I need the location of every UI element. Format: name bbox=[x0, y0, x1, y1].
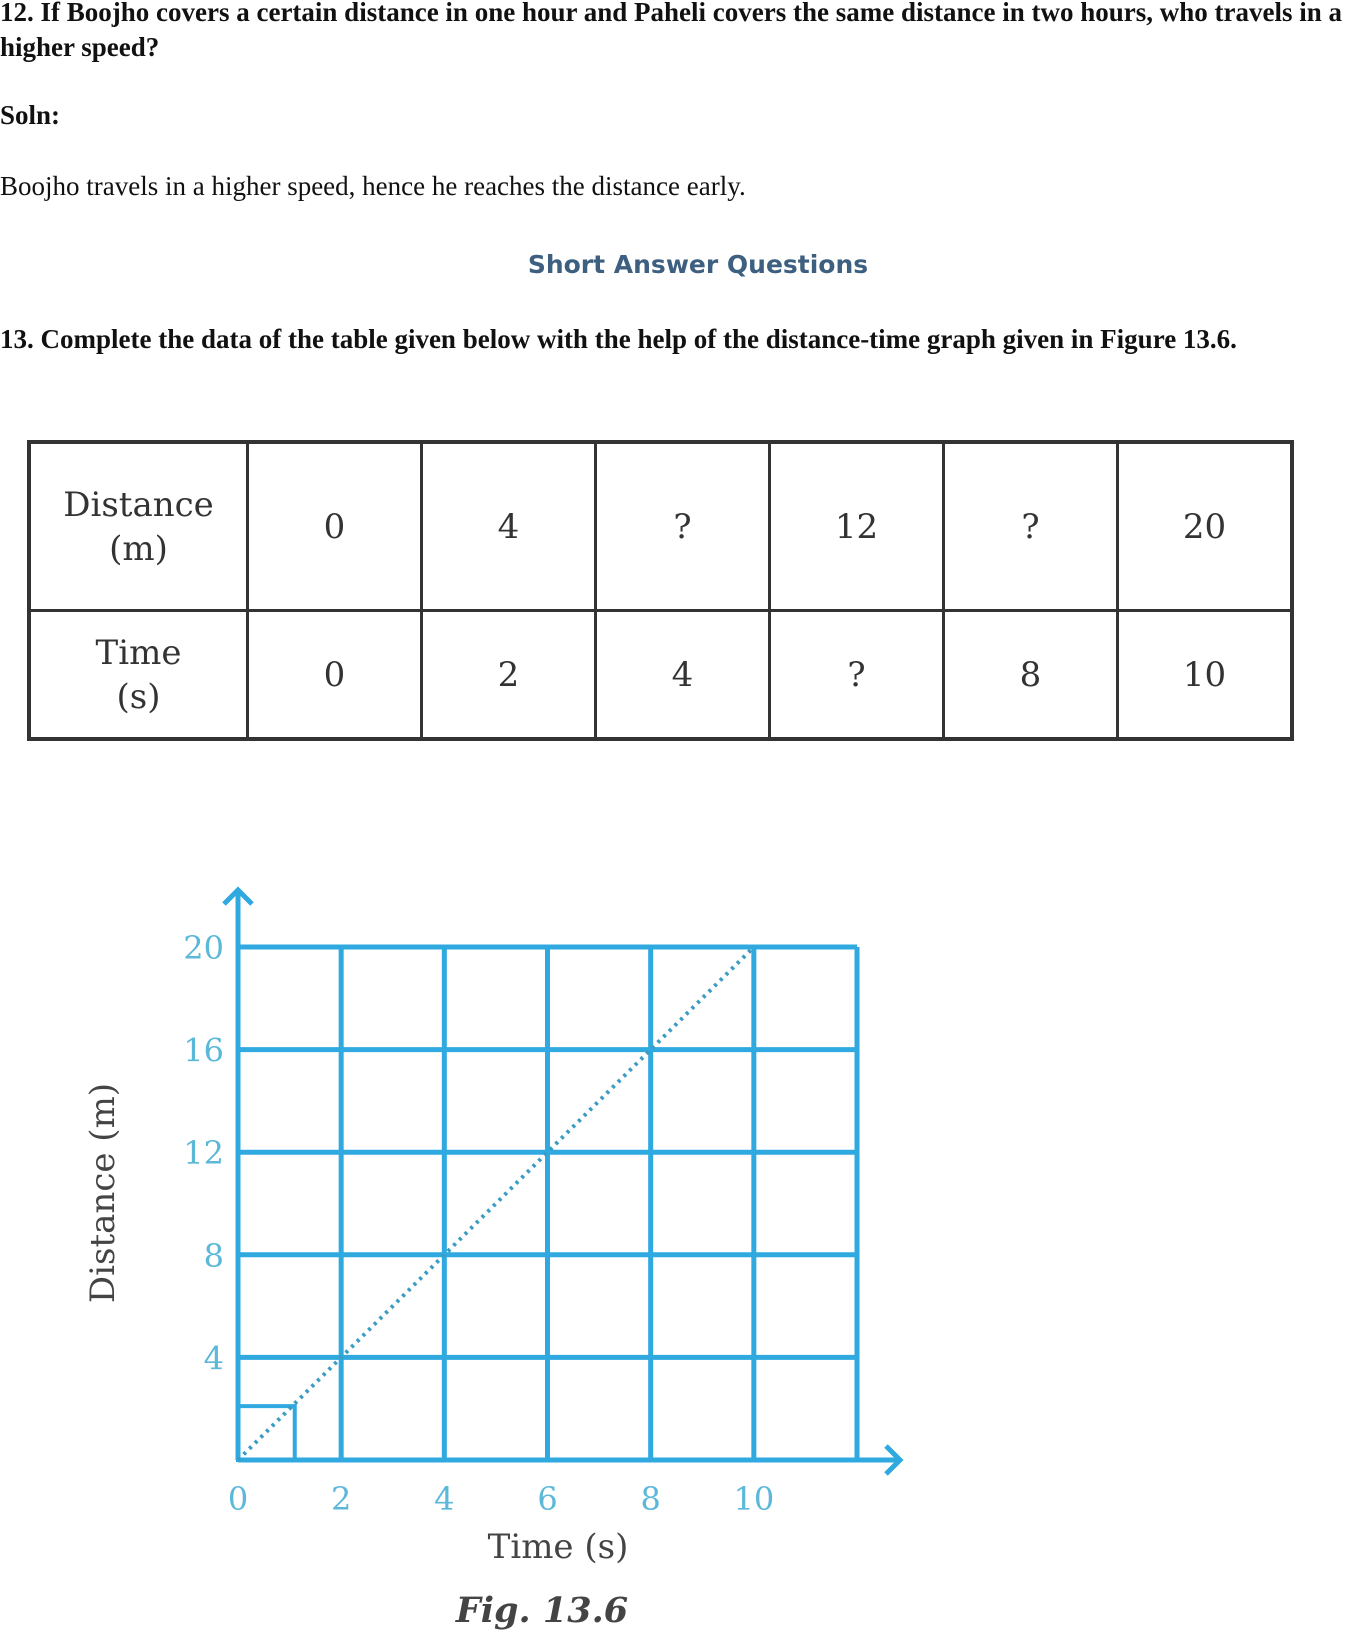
x-tick-label: 10 bbox=[733, 1480, 775, 1518]
y-tick-label: 8 bbox=[203, 1236, 224, 1275]
table-cell: 8 bbox=[944, 611, 1118, 740]
x-tick-label: 2 bbox=[330, 1480, 352, 1518]
question-13: 13. Complete the data of the table given below with the help of the distance-time graph given in Figure 13.6. bbox=[0, 324, 1237, 354]
header-unit: (m) bbox=[109, 528, 168, 569]
table-cell: 0 bbox=[248, 442, 422, 611]
y-tick-label: 20 bbox=[183, 929, 224, 967]
x-axis-label: Time (s) bbox=[487, 1527, 629, 1567]
x-tick-label: 6 bbox=[537, 1480, 558, 1518]
table-cell: 4 bbox=[422, 442, 596, 611]
table-cell: 4 bbox=[596, 611, 770, 740]
header-line: Distance bbox=[63, 484, 214, 525]
table-cell: ? bbox=[770, 611, 944, 740]
table-cell: 12 bbox=[770, 442, 944, 611]
section-heading: Short Answer Questions bbox=[527, 250, 869, 279]
x-tick-label: 0 bbox=[227, 1480, 249, 1518]
table-cell: 2 bbox=[422, 611, 596, 740]
header-line: Time bbox=[95, 632, 182, 673]
table-cell: ? bbox=[944, 442, 1118, 611]
y-tick-label: 4 bbox=[203, 1339, 224, 1378]
answer-12: Boojho travels in a higher speed, hence he reaches the distance early. bbox=[0, 171, 746, 201]
soln-label: Soln: bbox=[0, 100, 61, 130]
header-unit: (s) bbox=[116, 676, 161, 717]
x-tick-label: 4 bbox=[434, 1480, 455, 1518]
table-cell: 10 bbox=[1118, 611, 1293, 740]
table-cell: ? bbox=[596, 442, 770, 611]
figure-caption: Fig. 13.6 bbox=[455, 1590, 629, 1631]
y-axis-label: Distance (m) bbox=[83, 1082, 123, 1304]
x-tick-label: 8 bbox=[640, 1480, 661, 1518]
question-12: 12. If Boojho covers a certain distance in one hour and Paheli covers the same distance in two hours, who travels in a higher speed? bbox=[0, 0, 1342, 62]
y-tick-label: 12 bbox=[183, 1134, 224, 1173]
y-tick-label: 16 bbox=[183, 1031, 224, 1070]
table-cell: 20 bbox=[1118, 442, 1293, 611]
data-line-dotted bbox=[238, 947, 754, 1460]
table-cell: 0 bbox=[248, 611, 422, 740]
